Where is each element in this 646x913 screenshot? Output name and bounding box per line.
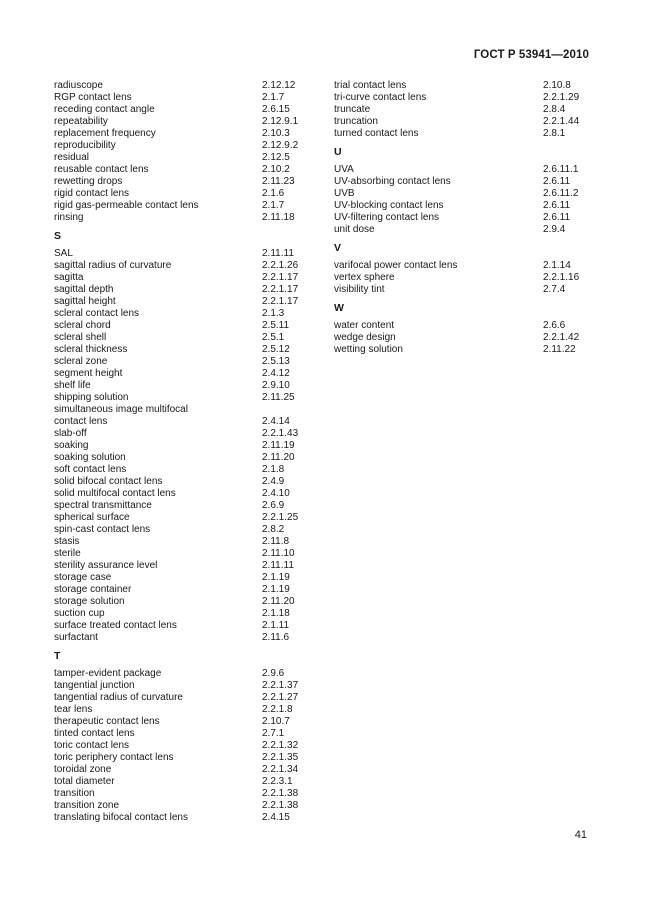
index-reference: 2.2.1.29 [543,92,580,103]
index-term: sterility assurance level [54,560,158,571]
index-term: soft contact lens [54,464,127,475]
index-term: repeatability [54,116,108,127]
index-entry [54,212,306,224]
index-reference: 2.2.1.42 [543,332,580,343]
index-reference: 2.8.1 [543,128,566,139]
index-term: reproducibility [54,140,116,151]
document-code: ГОСТ Р 53941—2010 [473,49,589,61]
index-entry [334,176,580,188]
index-term: surfactant [54,632,98,643]
index-entry [54,572,306,584]
index-term: storage container [54,584,132,595]
index-term: tri-curve contact lens [334,92,427,103]
index-term: SAL [54,248,73,259]
index-reference: 2.2.1.8 [262,704,293,715]
index-entry [54,632,306,644]
index-entry [54,692,306,704]
index-entry [54,200,306,212]
index-reference: 2.8.4 [543,104,566,115]
section-letter: U [334,146,342,158]
index-entry [54,248,306,260]
index-entry [54,800,306,812]
index-entry [54,332,306,344]
index-term: RGP contact lens [54,92,132,103]
index-entry [54,536,306,548]
index-term: UV-blocking contact lens [334,200,444,211]
index-entry [54,284,306,296]
index-entry [54,152,306,164]
index-reference: 2.6.15 [262,104,290,115]
index-term: sagittal depth [54,284,114,295]
page-number: 41 [574,829,587,841]
index-term: total diameter [54,776,115,787]
index-entry [54,620,306,632]
index-reference: 2.2.1.35 [262,752,299,763]
index-term: tamper-evident package [54,668,162,679]
index-entry [54,728,306,740]
index-entry [54,128,306,140]
index-reference: 2.11.6 [262,632,290,643]
index-term: storage case [54,572,112,583]
index-term: truncation [334,116,378,127]
index-reference: 2.10.7 [262,716,290,727]
index-reference: 2.11.18 [262,212,295,223]
index-entry [334,104,580,116]
index-term: therapeutic contact lens [54,716,160,727]
index-entry [54,368,306,380]
index-reference: 2.1.8 [262,464,285,475]
index-reference: 2.6.11 [543,200,571,211]
index-entry [54,320,306,332]
index-entry [334,284,580,296]
index-term: surface treated contact lens [54,620,177,631]
index-reference: 2.4.15 [262,812,290,823]
index-reference: 2.2.1.17 [262,272,299,283]
index-entry [54,140,306,152]
index-entry [54,512,306,524]
index-reference: 2.6.11.1 [543,164,579,175]
index-term: shelf life [54,380,91,391]
index-entry [54,440,306,452]
index-reference: 2.5.1 [262,332,285,343]
index-reference: 2.10.3 [262,128,290,139]
index-term: rigid contact lens [54,188,130,199]
index-term: sagittal height [54,296,116,307]
index-entry [334,260,580,272]
index-term: solid multifocal contact lens [54,488,176,499]
index-term: UV-absorbing contact lens [334,176,451,187]
index-reference: 2.2.1.38 [262,800,299,811]
index-entry [334,164,580,176]
index-entry [54,584,306,596]
index-entry [54,452,306,464]
index-entry [54,176,306,188]
index-reference: 2.7.4 [543,284,566,295]
index-term: toric contact lens [54,740,130,751]
index-reference: 2.12.9.2 [262,140,299,151]
index-reference: 2.2.1.37 [262,680,299,691]
index-reference: 2.1.14 [543,260,571,271]
index-entry [334,80,580,92]
index-term: suction cup [54,608,105,619]
index-reference: 2.2.1.38 [262,788,299,799]
index-reference: 2.2.1.34 [262,764,299,775]
index-term: storage solution [54,596,125,607]
index-reference: 2.2.1.25 [262,512,299,523]
index-term: toric periphery contact lens [54,752,174,763]
index-entry [54,716,306,728]
index-reference: 2.1.18 [262,608,290,619]
index-entry [54,740,306,752]
index-entry [54,92,306,104]
index-term: spectral transmittance [54,500,152,511]
index-reference: 2.12.5 [262,152,290,163]
index-term: sagitta [54,272,84,283]
index-entry [54,188,306,200]
index-entry [54,344,306,356]
index-reference: 2.6.6 [543,320,566,331]
index-reference: 2.1.7 [262,92,285,103]
index-term: UV-filtering contact lens [334,212,440,223]
index-term: receding contact angle [54,104,155,115]
index-reference: 2.2.1.17 [262,296,299,307]
index-term: spherical surface [54,512,130,523]
index-term: scleral contact lens [54,308,140,319]
index-term: rewetting drops [54,176,123,187]
index-entry [54,776,306,788]
section-letter: S [54,230,62,242]
index-reference: 2.2.1.43 [262,428,299,439]
index-entry [54,464,306,476]
index-reference: 2.5.11 [262,320,290,331]
index-entry [334,332,580,344]
index-entry [54,116,306,128]
index-column-left [54,80,306,824]
index-term: sterile [54,548,81,559]
index-entry [54,164,306,176]
index-entry [54,380,306,392]
index-term: rigid gas-permeable contact lens [54,200,199,211]
index-term: scleral thickness [54,344,128,355]
index-entry [54,680,306,692]
index-term: replacement frequency [54,128,156,139]
index-entry [334,224,580,236]
index-reference: 2.12.12 [262,80,296,91]
index-reference: 2.9.4 [543,224,566,235]
index-reference: 2.2.1.17 [262,284,299,295]
index-reference: 2.11.25 [262,392,295,403]
index-term: radiuscope [54,80,103,91]
index-term: varifocal power contact lens [334,260,458,271]
index-reference: 2.2.1.44 [543,116,580,127]
index-entry [334,92,580,104]
index-entry [54,524,306,536]
index-term: stasis [54,536,80,547]
index-entry [54,80,306,92]
index-term: spin-cast contact lens [54,524,151,535]
index-term: rinsing [54,212,84,223]
index-reference: 2.6.11 [543,212,571,223]
index-entry [54,752,306,764]
index-reference: 2.11.19 [262,440,295,451]
index-entry [54,104,306,116]
section-letter: T [54,650,61,662]
index-term: shipping solution [54,392,129,403]
index-entry [54,308,306,320]
index-entry [334,116,580,128]
index-reference: 2.4.14 [262,416,290,427]
index-reference: 2.10.2 [262,164,290,175]
index-entry [54,668,306,680]
index-term: wetting solution [334,344,403,355]
index-term: water content [334,320,395,331]
index-reference: 2.10.8 [543,80,571,91]
index-reference: 2.2.1.27 [262,692,299,703]
section-letter: W [334,302,344,314]
index-term: scleral zone [54,356,108,367]
index-reference: 2.2.1.26 [262,260,299,271]
index-reference: 2.11.23 [262,176,295,187]
section-letter: V [334,242,342,254]
index-entry [54,596,306,608]
index-reference: 2.11.22 [543,344,576,355]
index-reference: 2.1.19 [262,572,290,583]
index-entry [54,272,306,284]
index-reference: 2.12.9.1 [262,116,299,127]
index-entry [54,356,306,368]
index-reference: 2.8.2 [262,524,285,535]
index-term: UVB [334,188,355,199]
index-entry [54,416,306,428]
index-column-right [334,80,580,356]
index-reference: 2.1.11 [262,620,290,631]
index-reference: 2.11.10 [262,548,295,559]
index-reference: 2.11.20 [262,452,295,463]
index-reference: 2.1.3 [262,308,285,319]
index-entry [54,548,306,560]
index-entry [54,764,306,776]
index-entry [334,272,580,284]
index-term: scleral shell [54,332,107,343]
index-term: contact lens [54,416,108,427]
index-entry [54,260,306,272]
index-entry [54,608,306,620]
index-entry [334,188,580,200]
index-reference: 2.1.7 [262,200,285,211]
index-reference: 2.4.9 [262,476,285,487]
index-reference: 2.9.6 [262,668,285,679]
index-entry [54,392,306,404]
index-reference: 2.4.12 [262,368,290,379]
index-term: turned contact lens [334,128,419,139]
index-term: tangential junction [54,680,135,691]
index-entry [54,500,306,512]
index-term: truncate [334,104,371,115]
index-term: tinted contact lens [54,728,135,739]
index-term: wedge design [334,332,396,343]
index-entry [54,812,306,824]
index-reference: 2.2.1.32 [262,740,299,751]
index-term: unit dose [334,224,375,235]
index-reference: 2.7.1 [262,728,285,739]
index-term: transition zone [54,800,120,811]
index-term: translating bifocal contact lens [54,812,188,823]
index-term: trial contact lens [334,80,407,91]
index-reference: 2.4.10 [262,488,290,499]
index-term: soaking solution [54,452,126,463]
index-entry [54,428,306,440]
index-reference: 2.11.11 [262,560,294,571]
index-reference: 2.11.11 [262,248,294,259]
index-entry [334,212,580,224]
index-entry [54,788,306,800]
index-entry [54,404,306,416]
index-term: transition [54,788,95,799]
index-term: tear lens [54,704,93,715]
index-term: simultaneous image multifocal [54,404,188,415]
index-term: reusable contact lens [54,164,149,175]
index-entry [54,476,306,488]
index-reference: 2.6.11.2 [543,188,579,199]
index-reference: 2.5.13 [262,356,290,367]
index-term: vertex sphere [334,272,395,283]
index-reference: 2.6.11 [543,176,571,187]
index-entry [54,488,306,500]
index-term: scleral chord [54,320,111,331]
index-entry [334,128,580,140]
index-term: segment height [54,368,123,379]
index-entry [54,704,306,716]
index-term: soaking [54,440,89,451]
index-reference: 2.9.10 [262,380,290,391]
index-reference: 2.2.3.1 [262,776,293,787]
index-reference: 2.2.1.16 [543,272,580,283]
index-term: tangential radius of curvature [54,692,183,703]
index-reference: 2.1.19 [262,584,290,595]
index-term: UVA [334,164,354,175]
index-term: slab-off [54,428,87,439]
index-reference: 2.11.20 [262,596,295,607]
index-reference: 2.11.8 [262,536,290,547]
index-entry [54,560,306,572]
index-term: toroidal zone [54,764,112,775]
index-entry [334,200,580,212]
index-term: sagittal radius of curvature [54,260,172,271]
index-reference: 2.5.12 [262,344,290,355]
index-entry [334,344,580,356]
index-reference: 2.6.9 [262,500,285,511]
index-entry [334,320,580,332]
index-term: solid bifocal contact lens [54,476,163,487]
index-term: residual [54,152,90,163]
index-term: visibility tint [334,284,385,295]
index-reference: 2.1.6 [262,188,285,199]
index-entry [54,296,306,308]
